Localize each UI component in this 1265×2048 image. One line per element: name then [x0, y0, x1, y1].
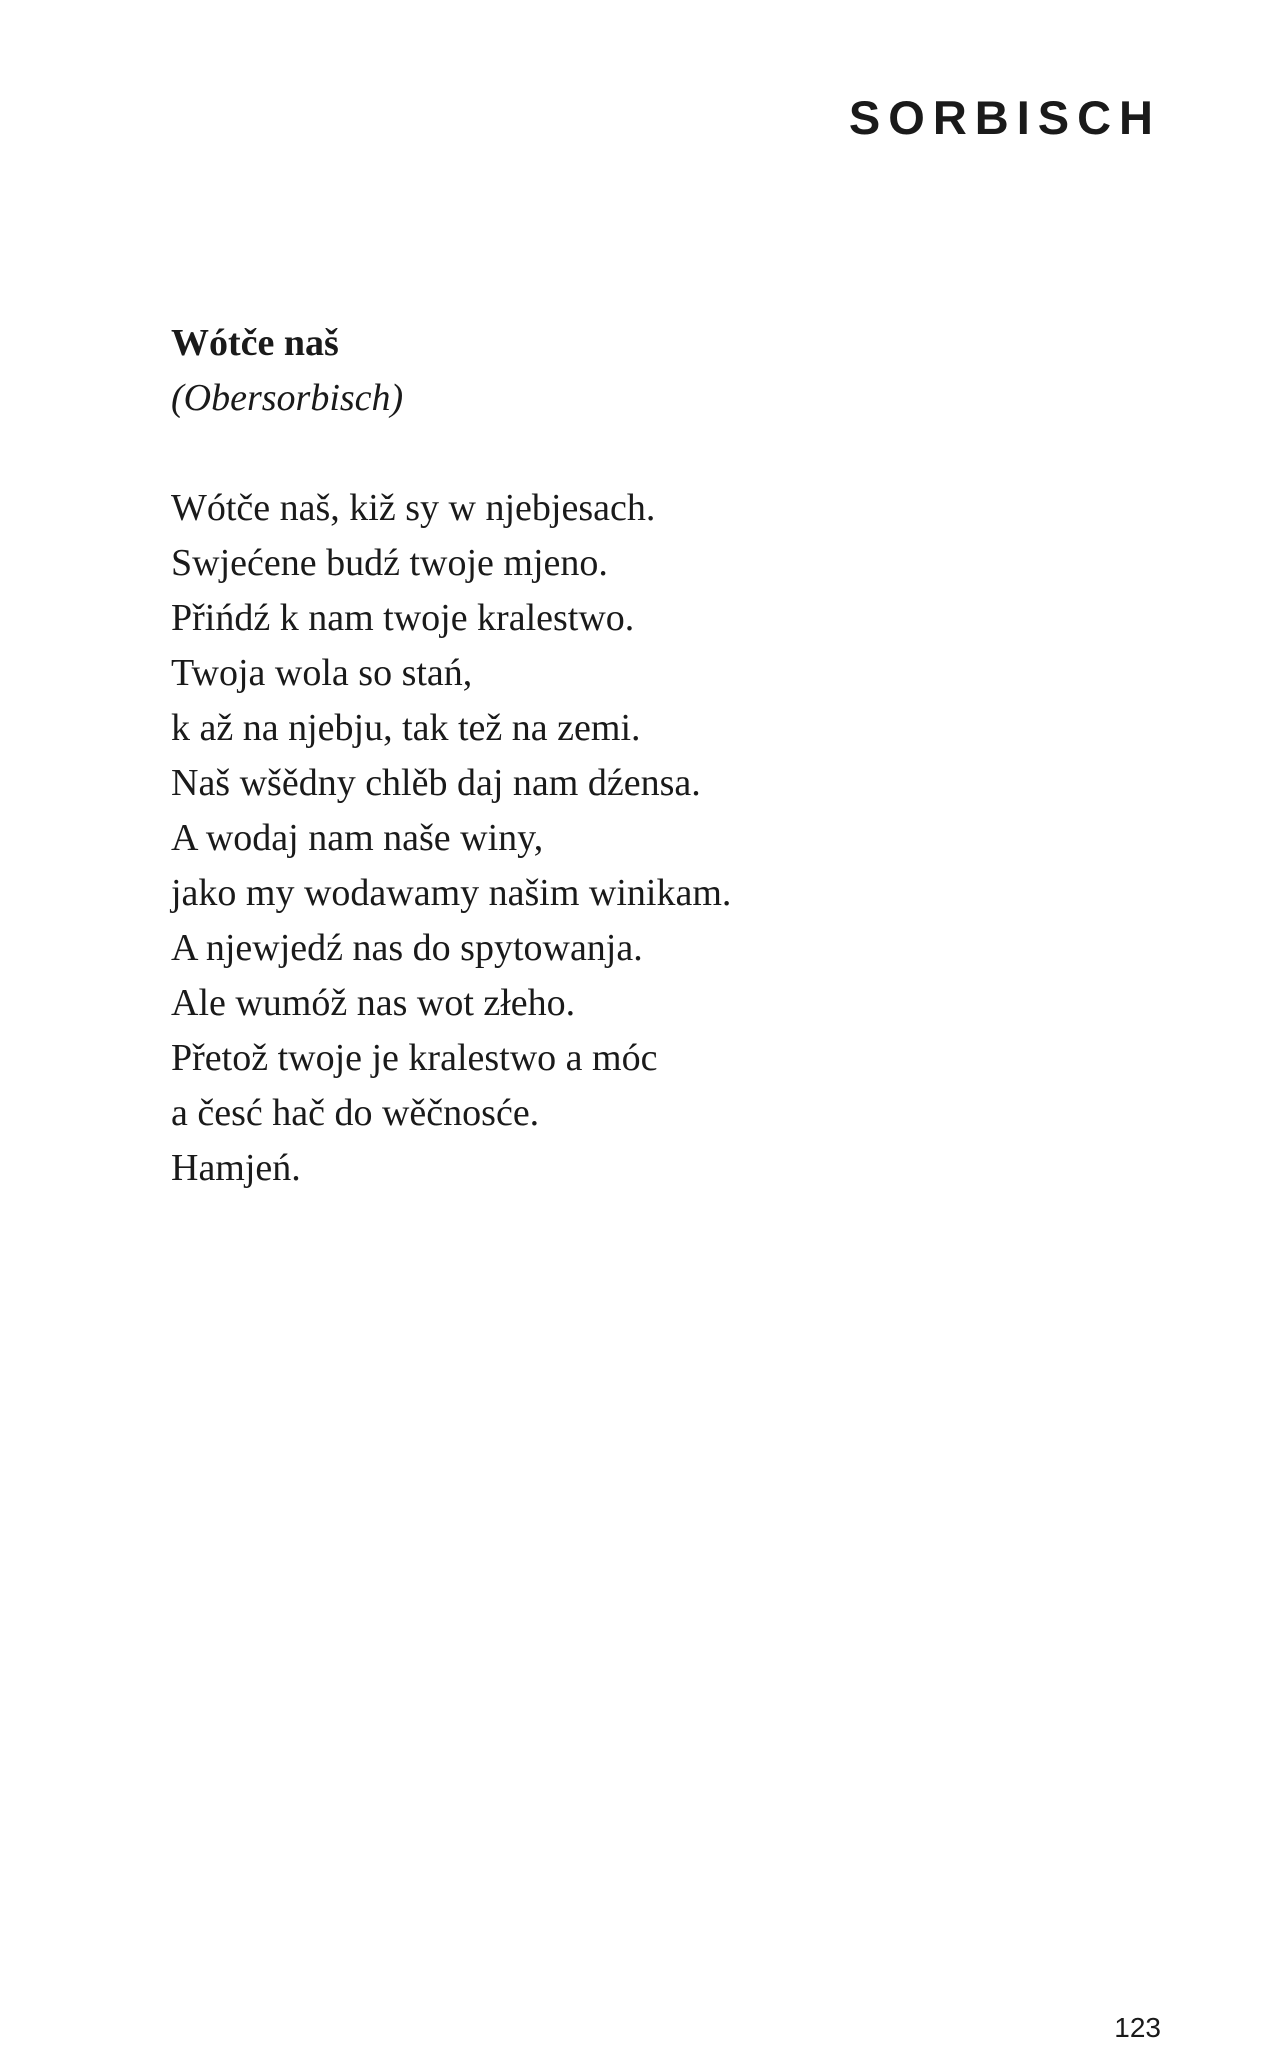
prayer-line: Wótče naš, kiž sy w njebjesach. — [171, 487, 656, 529]
prayer-line: a česć hač do wěčnosće. — [171, 1092, 540, 1134]
prayer-line: Přetož twoje je kralestwo a móc — [171, 1037, 658, 1079]
prayer-line: Přińdź k nam twoje kralestwo. — [171, 597, 635, 639]
prayer-line: Twoja wola so stań, — [171, 652, 473, 694]
prayer-line: Ale wumóž nas wot złeho. — [171, 982, 576, 1024]
page-number: 123 — [1114, 2012, 1161, 2043]
prayer-line: Hamjeń. — [171, 1147, 301, 1189]
prayer-section — [171, 316, 1071, 1196]
prayer-line: Swjećene budź twoje mjeno. — [171, 542, 608, 584]
prayer-line: A wodaj nam naše winy, — [171, 817, 544, 859]
prayer-subtitle: (Obersorbisch) — [171, 377, 404, 419]
prayer-line: Naš wšědny chlěb daj nam dźensa. — [171, 762, 701, 804]
prayer-title: Wótče naš — [171, 322, 339, 364]
running-head: SORBISCH — [848, 91, 1161, 144]
prayer-line: A njewjedź nas do spytowanja. — [171, 927, 643, 969]
prayer-text — [171, 481, 1071, 1196]
prayer-line: k až na njebju, tak tež na zemi. — [171, 707, 641, 749]
prayer-line: jako my wodawamy našim winikam. — [171, 872, 732, 914]
